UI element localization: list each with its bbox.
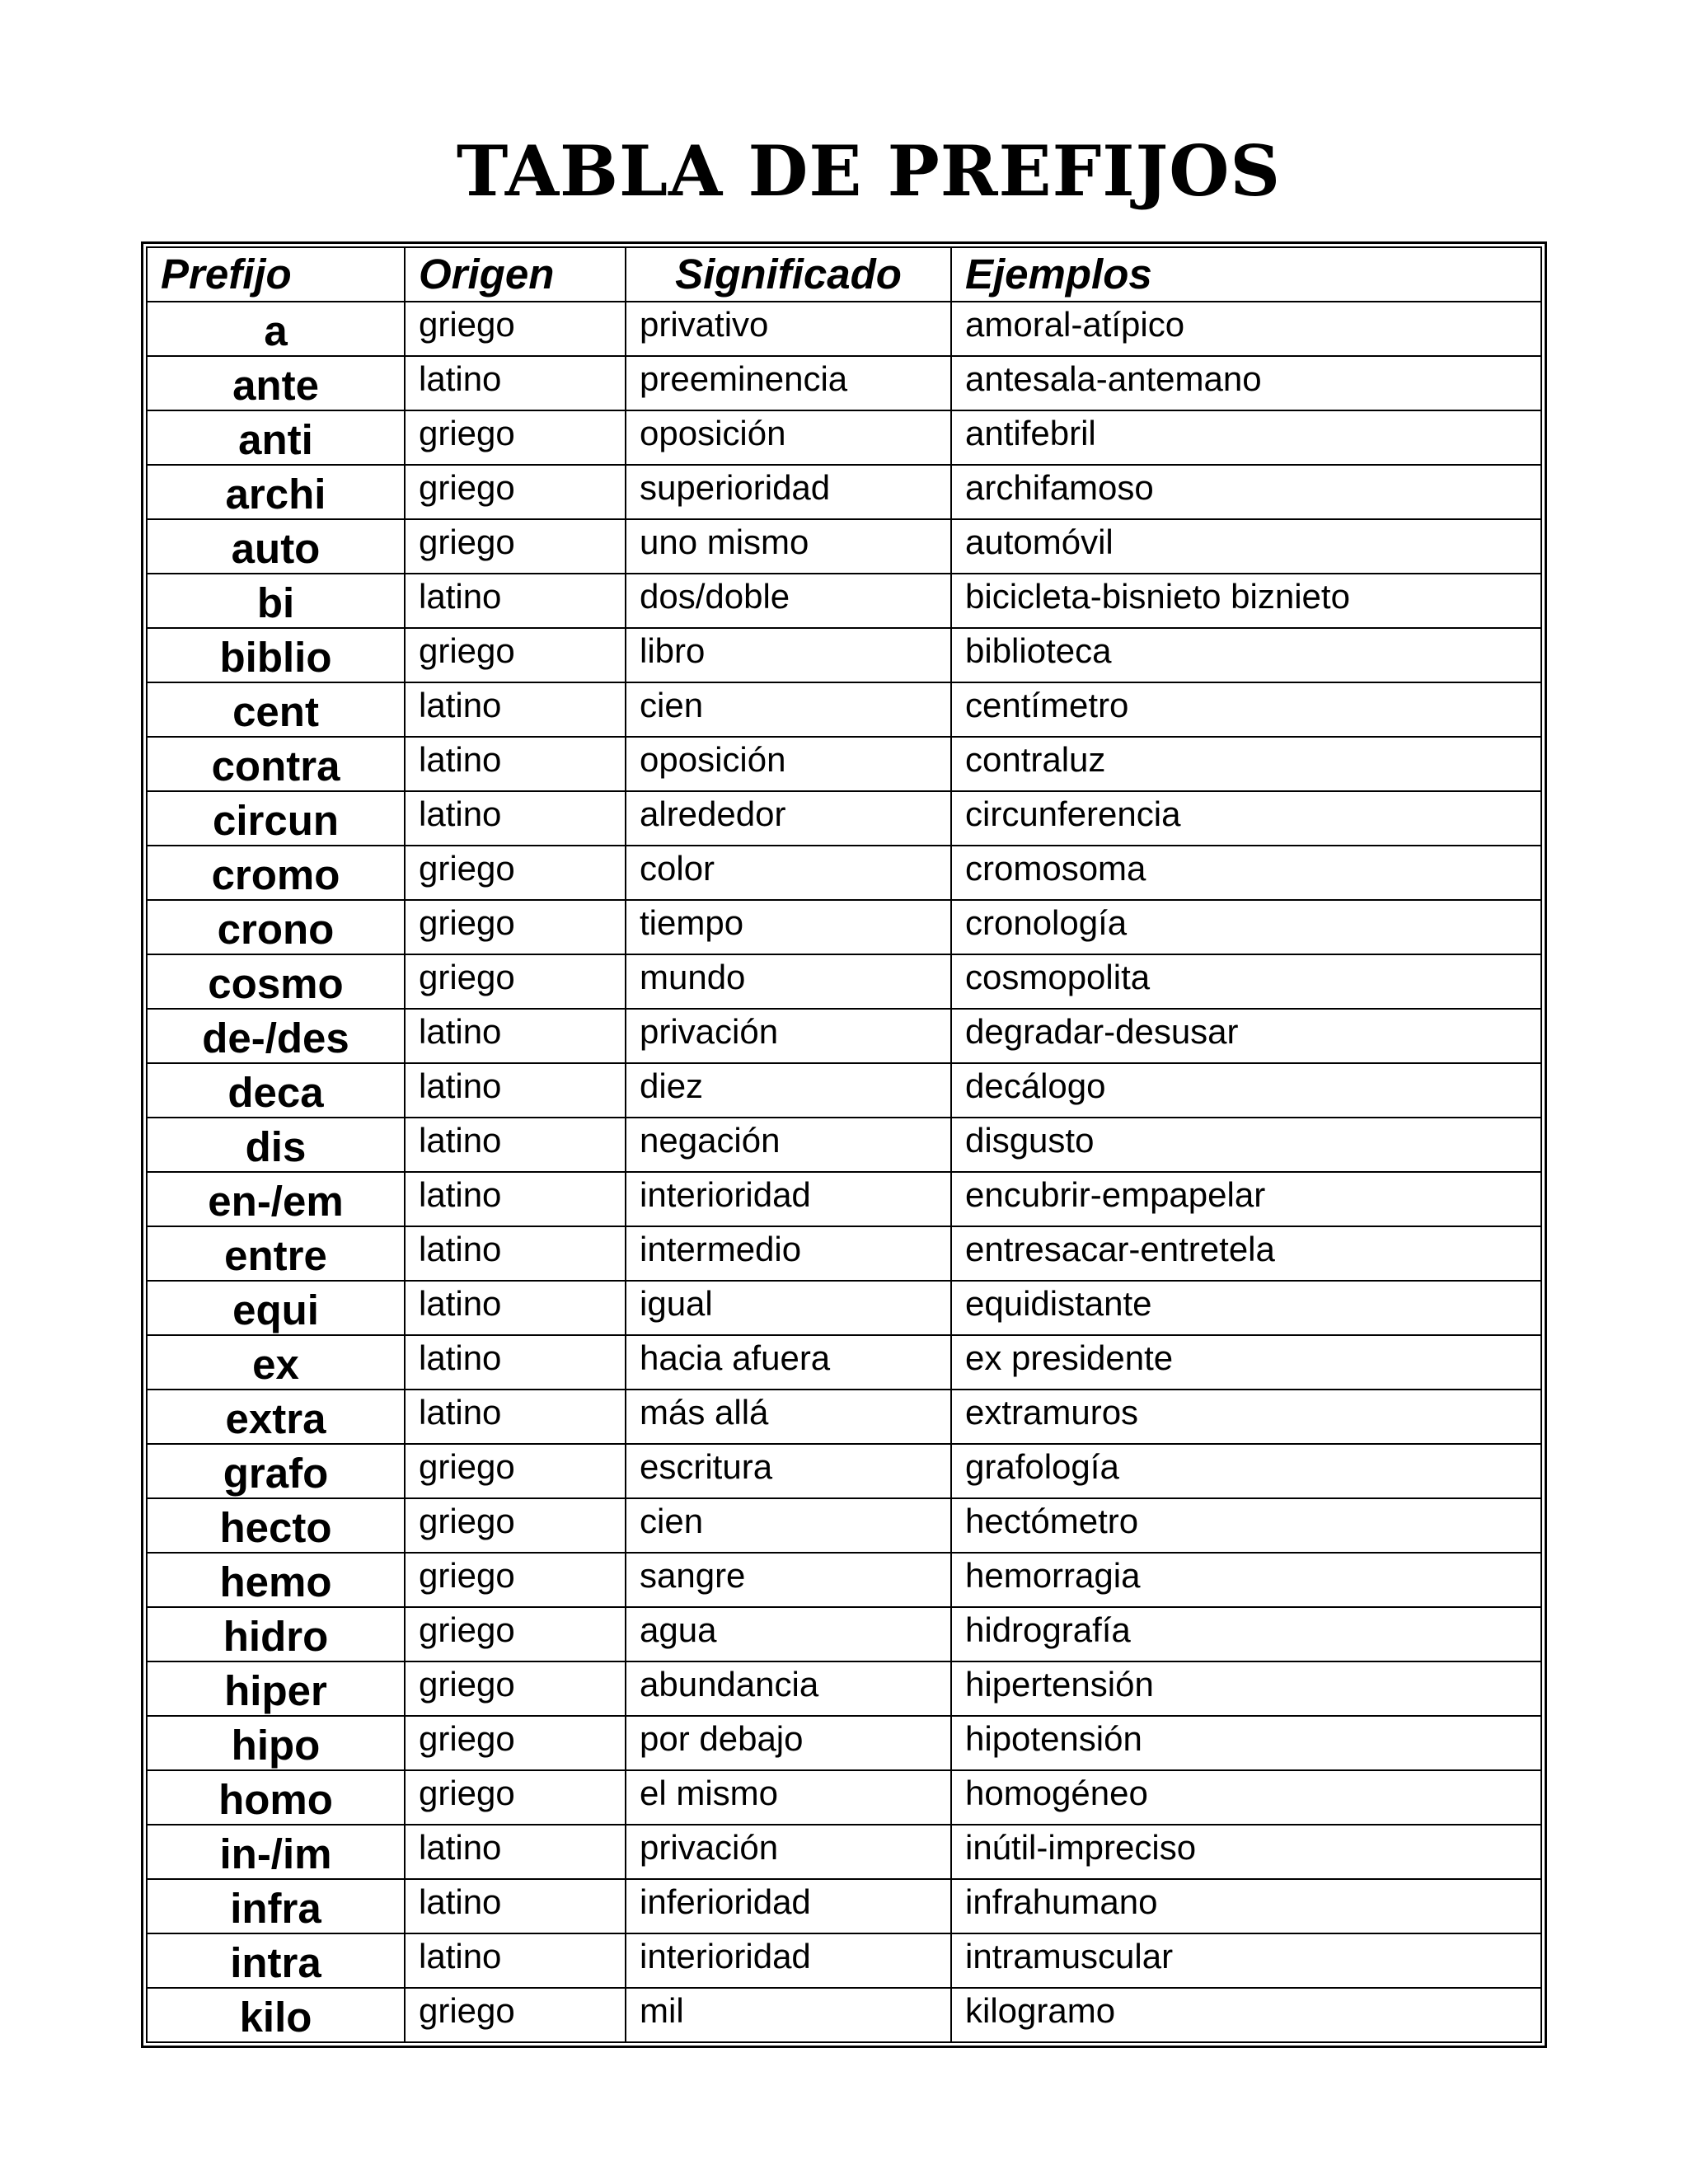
table-row [147,628,1541,682]
cell-prefijo: hemo [147,1553,405,1607]
cell-prefijo: extra [147,1390,405,1444]
cell-origen: latino [405,1879,626,1933]
cell-ejemplos: encubrir-empapelar [951,1172,1541,1226]
cell-prefijo: grafo [147,1444,405,1498]
cell-significado: inferioridad [626,1879,951,1933]
cell-prefijo: auto [147,519,405,574]
table-row [147,302,1541,356]
table-row [147,1063,1541,1118]
cell-prefijo: entre [147,1226,405,1281]
cell-origen: latino [405,1172,626,1226]
cell-ejemplos: entresacar-entretela [951,1226,1541,1281]
cell-ejemplos: circunferencia [951,791,1541,846]
cell-prefijo: circun [147,791,405,846]
cell-ejemplos: contraluz [951,737,1541,791]
table-row [147,1172,1541,1226]
header-ejemplos: Ejemplos [951,247,1541,302]
cell-prefijo: in-/im [147,1825,405,1879]
table-row [147,1390,1541,1444]
table-row [147,737,1541,791]
cell-prefijo: equi [147,1281,405,1335]
cell-significado: dos/doble [626,574,951,628]
cell-significado: igual [626,1281,951,1335]
cell-significado: por debajo [626,1716,951,1770]
prefix-table [146,246,1542,2043]
cell-significado: diez [626,1063,951,1118]
cell-origen: latino [405,1281,626,1335]
table-row [147,1226,1541,1281]
cell-origen: latino [405,1933,626,1988]
cell-significado: preeminencia [626,356,951,410]
cell-prefijo: a [147,302,405,356]
header-prefijo: Prefijo [147,247,405,302]
cell-prefijo: hidro [147,1607,405,1661]
cell-significado: alrededor [626,791,951,846]
cell-prefijo: kilo [147,1988,405,2042]
table-row [147,356,1541,410]
table-row [147,846,1541,900]
cell-ejemplos: bicicleta-bisnieto biznieto [951,574,1541,628]
cell-ejemplos: automóvil [951,519,1541,574]
cell-ejemplos: cronología [951,900,1541,954]
table-row [147,1607,1541,1661]
table-row [147,1661,1541,1716]
cell-origen: latino [405,791,626,846]
cell-origen: griego [405,302,626,356]
cell-prefijo: hiper [147,1661,405,1716]
table-row [147,954,1541,1009]
cell-origen: griego [405,519,626,574]
cell-origen: griego [405,1988,626,2042]
cell-origen: latino [405,1063,626,1118]
cell-significado: oposición [626,737,951,791]
prefix-table-frame [141,241,1547,2048]
cell-prefijo: infra [147,1879,405,1933]
cell-origen: griego [405,954,626,1009]
table-row [147,1879,1541,1933]
cell-prefijo: archi [147,465,405,519]
cell-origen: griego [405,465,626,519]
table-row [147,410,1541,465]
cell-ejemplos: infrahumano [951,1879,1541,1933]
cell-ejemplos: kilogramo [951,1988,1541,2042]
cell-ejemplos: intramuscular [951,1933,1541,1988]
cell-ejemplos: decálogo [951,1063,1541,1118]
cell-prefijo: homo [147,1770,405,1825]
cell-origen: latino [405,1118,626,1172]
cell-prefijo: hipo [147,1716,405,1770]
cell-significado: escritura [626,1444,951,1498]
cell-significado: cien [626,682,951,737]
cell-prefijo: contra [147,737,405,791]
cell-origen: latino [405,682,626,737]
cell-significado: uno mismo [626,519,951,574]
cell-significado: hacia afuera [626,1335,951,1390]
cell-significado: superioridad [626,465,951,519]
cell-prefijo: deca [147,1063,405,1118]
cell-prefijo: en-/em [147,1172,405,1226]
cell-significado: tiempo [626,900,951,954]
cell-ejemplos: inútil-impreciso [951,1825,1541,1879]
cell-origen: griego [405,628,626,682]
cell-significado: agua [626,1607,951,1661]
cell-significado: cien [626,1498,951,1553]
cell-significado: libro [626,628,951,682]
cell-origen: latino [405,1226,626,1281]
cell-significado: intermedio [626,1226,951,1281]
cell-prefijo: cosmo [147,954,405,1009]
table-row [147,1553,1541,1607]
cell-origen: latino [405,356,626,410]
cell-prefijo: cent [147,682,405,737]
table-row [147,1009,1541,1063]
table-row [147,519,1541,574]
cell-origen: latino [405,1009,626,1063]
cell-prefijo: bi [147,574,405,628]
cell-significado: interioridad [626,1933,951,1988]
table-row [147,791,1541,846]
table-row [147,1118,1541,1172]
table-body [147,302,1541,2042]
cell-significado: abundancia [626,1661,951,1716]
table-header-row [147,247,1541,302]
table-row [147,1281,1541,1335]
cell-prefijo: ante [147,356,405,410]
cell-prefijo: cromo [147,846,405,900]
cell-origen: griego [405,1607,626,1661]
table-row [147,1933,1541,1988]
table-row [147,1498,1541,1553]
cell-significado: mundo [626,954,951,1009]
cell-ejemplos: amoral-atípico [951,302,1541,356]
cell-ejemplos: biblioteca [951,628,1541,682]
cell-ejemplos: hipertensión [951,1661,1541,1716]
cell-significado: interioridad [626,1172,951,1226]
table-row [147,1335,1541,1390]
cell-significado: privación [626,1009,951,1063]
cell-origen: griego [405,410,626,465]
cell-ejemplos: grafología [951,1444,1541,1498]
cell-significado: oposición [626,410,951,465]
cell-ejemplos: extramuros [951,1390,1541,1444]
cell-ejemplos: ex presidente [951,1335,1541,1390]
cell-ejemplos: hectómetro [951,1498,1541,1553]
cell-origen: latino [405,1335,626,1390]
cell-ejemplos: homogéneo [951,1770,1541,1825]
cell-significado: sangre [626,1553,951,1607]
cell-origen: griego [405,1553,626,1607]
cell-origen: latino [405,1390,626,1444]
cell-ejemplos: cromosoma [951,846,1541,900]
table-row [147,682,1541,737]
cell-prefijo: de-/des [147,1009,405,1063]
cell-ejemplos: degradar-desusar [951,1009,1541,1063]
cell-origen: griego [405,1498,626,1553]
cell-ejemplos: cosmopolita [951,954,1541,1009]
cell-ejemplos: antesala-antemano [951,356,1541,410]
cell-origen: griego [405,900,626,954]
table-row [147,1825,1541,1879]
cell-significado: mil [626,1988,951,2042]
cell-prefijo: hecto [147,1498,405,1553]
cell-significado: color [626,846,951,900]
cell-ejemplos: archifamoso [951,465,1541,519]
cell-significado: más allá [626,1390,951,1444]
table-row [147,465,1541,519]
table-row [147,1444,1541,1498]
cell-origen: griego [405,1716,626,1770]
cell-prefijo: crono [147,900,405,954]
cell-origen: griego [405,1661,626,1716]
cell-ejemplos: centímetro [951,682,1541,737]
cell-ejemplos: hemorragia [951,1553,1541,1607]
cell-prefijo: dis [147,1118,405,1172]
cell-origen: griego [405,846,626,900]
cell-significado: el mismo [626,1770,951,1825]
cell-significado: negación [626,1118,951,1172]
header-origen: Origen [405,247,626,302]
table-row [147,900,1541,954]
cell-origen: latino [405,574,626,628]
cell-prefijo: intra [147,1933,405,1988]
header-significado: Significado [626,247,951,302]
table-row [147,574,1541,628]
cell-prefijo: ex [147,1335,405,1390]
cell-ejemplos: antifebril [951,410,1541,465]
cell-prefijo: anti [147,410,405,465]
cell-origen: latino [405,1825,626,1879]
cell-ejemplos: equidistante [951,1281,1541,1335]
cell-ejemplos: hipotensión [951,1716,1541,1770]
cell-origen: griego [405,1444,626,1498]
table-row [147,1988,1541,2042]
table-row [147,1716,1541,1770]
cell-origen: latino [405,737,626,791]
cell-ejemplos: hidrografía [951,1607,1541,1661]
page-title: TABLA DE PREFIJOS [456,130,1282,212]
cell-origen: griego [405,1770,626,1825]
table-row [147,1770,1541,1825]
cell-ejemplos: disgusto [951,1118,1541,1172]
cell-significado: privativo [626,302,951,356]
cell-significado: privación [626,1825,951,1879]
cell-prefijo: biblio [147,628,405,682]
